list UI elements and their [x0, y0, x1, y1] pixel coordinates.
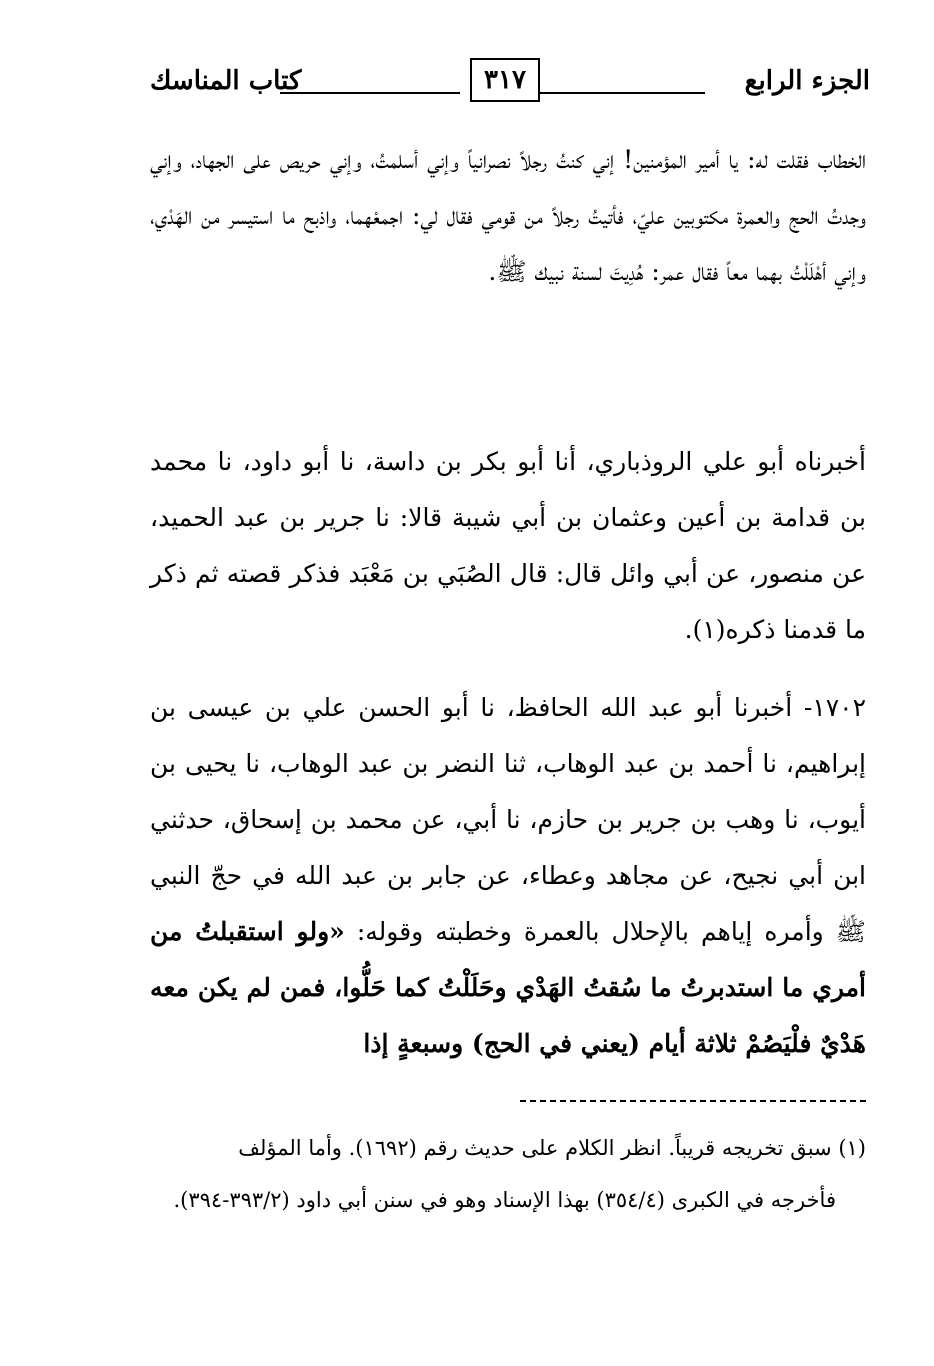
footnotes [160, 1122, 866, 1226]
volume-title: الجزء الرابع [744, 66, 870, 96]
footnote-1-line-1: (١) سبق تخريجه قريباً. انظر الكلام على حديث رقم (١٦٩٢). وأما المؤلف [238, 1136, 866, 1160]
page-header [140, 58, 870, 108]
footnote-separator [520, 1100, 866, 1102]
page-number: ٣١٧ [470, 58, 540, 102]
hadith-quote: «ولو استقبلتُ من أمري ما استدبرتُ ما سُقتُ الهَدْي وحَلَلْتُ كما حَلُّوا، فمن لم يكن معه هَدْيٌ فلْيَصُمْ ثلاثة أيام (يعني في الحج) وسبعةٍ إذا [150, 917, 866, 1058]
book-title: كتاب المناسك [150, 66, 302, 96]
hadith-chain: ١٧٠٢- أخبرنا أبو عبد الله الحافظ، نا أبو الحسن علي بن عيسى بن إبراهيم، نا أحمد بن عبد الوهاب، ثنا النضر بن عبد الوهاب، نا يحيى بن أيوب، نا وهب بن جرير بن حازم، نا أبي، عن محمد بن إسحاق، حدثني ابن أبي نجيح، عن مجاهد وعطاء، عن جابر بن عبد الله في حجّ النبي ﷺ وأمره إياهم بالإحلال بالعمرة وخطبته وقوله: [150, 693, 866, 946]
paragraph-2: أخبرناه أبو علي الروذباري، أنا أبو بكر بن داسة، نا أبو داود، نا محمد بن قدامة بن أعين وعثمان بن أبي شيبة قالا: نا جرير بن عبد الحميد، عن منصور، عن أبي وائل قال: قال الصُبَي بن مَعْبَد فذكر قصته ثم ذكر ما قدمنا ذكره(١). [150, 447, 866, 644]
header-rule-left [280, 92, 460, 94]
footnote-1-line-2: فأخرجه في الكبرى (٣٥٤/٤) بهذا الإسناد وهو في سنن أبي داود (٣٩٣/٢-٣٩٤). [173, 1188, 836, 1212]
header-rule-right [540, 92, 705, 94]
paragraph-1: الخطاب فقلت له: يا أمير المؤمنين! إني كنتُ رجلاً نصرانياً وإني أسلمتُ، وإني حريص على الجهاد، وإني وجدتُ الحج والعمرة مكتوبين عليّ، فأتيتُ رجلاً من قومي فقال لي: اجمعْهما، واذبح ما استيسر من الهَدْي، وإني أهْلَلْتُ بهما معاً فقال عمر: هُدِيتَ لسنة نبيك ﷺ. [150, 145, 866, 286]
paragraph-hadith-1702 [150, 680, 866, 1072]
